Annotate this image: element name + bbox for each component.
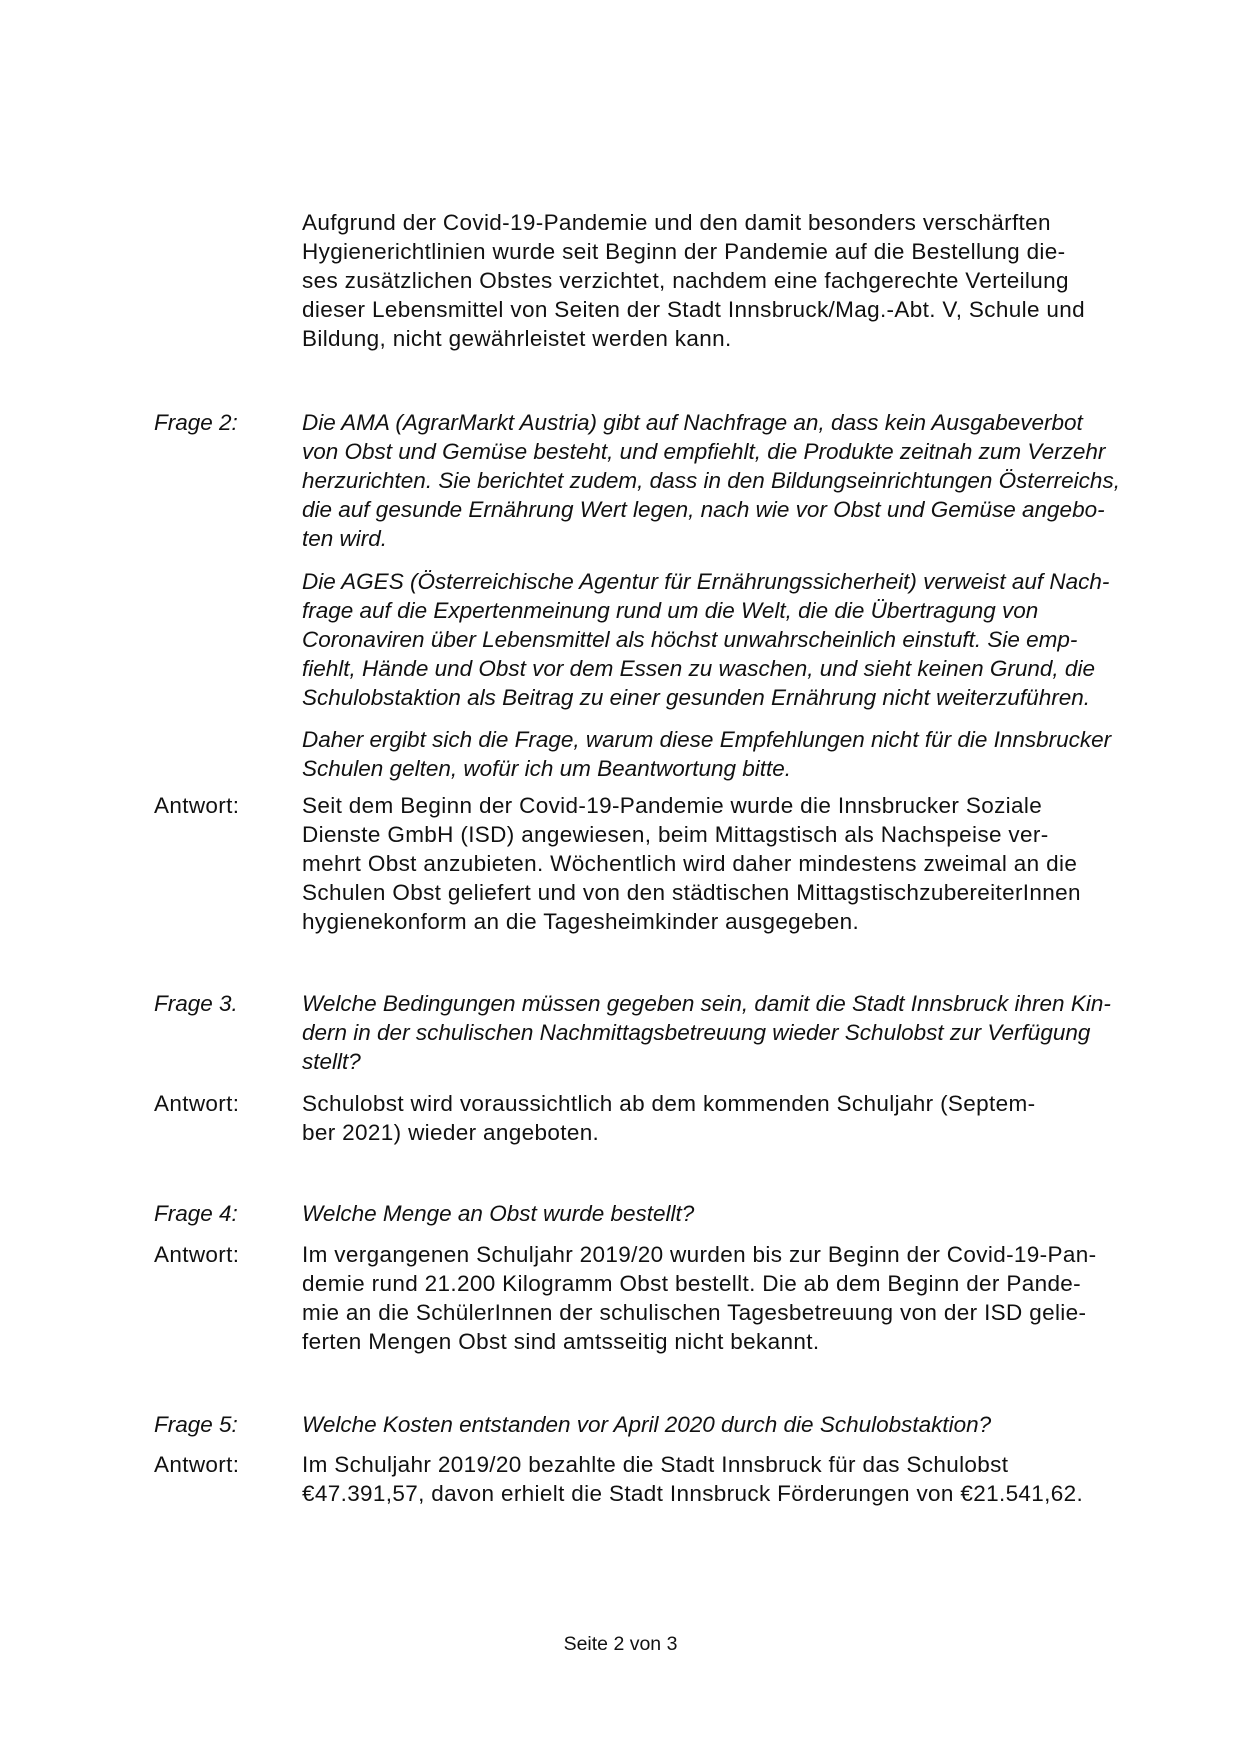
frage-2-label: Frage 2:	[154, 410, 238, 435]
antwort-2-text: Seit dem Beginn der Covid-19-Pandemie wurde die Innsbrucker Soziale Dienste GmbH (ISD) angewiesen, beim Mittagstisch als Nachspeise ver- mehrt Obst anzubieten. Wöchentlich wird daher mindestens zweimal an die Schulen Obst geliefert und von den städtischen MittagstischzubereiterInnen hygienekonform an die Tagesheimkinder ausgegeben.	[302, 793, 1081, 934]
antwort-3-label: Antwort:	[154, 1091, 240, 1116]
frage-2-paragraph-3: Daher ergibt sich die Frage, warum diese Empfehlungen nicht für die Innsbrucker Schulen gelten, wofür ich um Beantwortung bitte.	[302, 727, 1112, 781]
antwort-2-label: Antwort:	[154, 793, 240, 818]
frage-3-text: Welche Bedingungen müssen gegeben sein, damit die Stadt Innsbruck ihren Kin- dern in der schulischen Nachmittagsbetreuung wieder Schulobst zur Verfügung stellt?	[302, 991, 1111, 1074]
frage-4-text: Welche Menge an Obst wurde bestellt?	[302, 1201, 695, 1226]
intro-paragraph: Aufgrund der Covid-19-Pandemie und den damit besonders verschärften Hygienerichtlinien wurde seit Beginn der Pandemie auf die Bestellung die- ses zusätzlichen Obstes verzichtet, nachdem eine fachgerechte Verteilung dieser Lebensmittel von Seiten der Stadt Innsbruck/Mag.-Abt. V, Schule und Bildung, nicht gewährleistet werden kann.	[302, 210, 1086, 351]
frage-5-label: Frage 5:	[154, 1412, 238, 1437]
antwort-5-text: Im Schuljahr 2019/20 bezahlte die Stadt Innsbruck für das Schulobst €47.391,57, davon erhielt die Stadt Innsbruck Förderungen von €21.541,62.	[302, 1452, 1084, 1506]
antwort-4-label: Antwort:	[154, 1242, 240, 1267]
frage-2-paragraph-2: Die AGES (Österreichische Agentur für Ernährungssicherheit) verweist auf Nach- frage auf die Expertenmeinung rund um die Welt, die die Übertragung von Coronaviren über Lebensmittel als höchst unwahrscheinlich einstuft. Sie emp- fiehlt, Hände und Obst vor dem Essen zu waschen, und sieht keinen Grund, die Schulobstaktion als Beitrag zu einer gesunden Ernährung nicht weiterzuführen.	[302, 569, 1110, 710]
antwort-5-label: Antwort:	[154, 1452, 240, 1477]
frage-2-paragraph-1: Die AMA (AgrarMarkt Austria) gibt auf Nachfrage an, dass kein Ausgabeverbot von Obst und Gemüse besteht, und empfiehlt, die Produkte zeitnah zum Verzehr herzurichten. Sie berichtet zudem, dass in den Bildungseinrichtungen Österreichs, die auf gesunde Ernährung Wert legen, nach wie vor Obst und Gemüse angebo- ten wird.	[302, 410, 1120, 551]
frage-5-text: Welche Kosten entstanden vor April 2020 durch die Schulobstaktion?	[302, 1412, 992, 1437]
frage-4-label: Frage 4:	[154, 1201, 238, 1226]
antwort-4-text: Im vergangenen Schuljahr 2019/20 wurden bis zur Beginn der Covid-19-Pan- demie rund 21.200 Kilogramm Obst bestellt. Die ab dem Beginn der Pande- mie an die SchülerInnen der schulischen Tagesbetreuung von der ISD gelie- ferten Mengen Obst sind amtsseitig nicht bekannt.	[302, 1242, 1097, 1354]
frage-3-label: Frage 3.	[154, 991, 238, 1016]
antwort-3-text: Schulobst wird voraussichtlich ab dem kommenden Schuljahr (Septem- ber 2021) wieder angeboten.	[302, 1091, 1036, 1145]
page-number: Seite 2 von 3	[563, 1633, 678, 1655]
